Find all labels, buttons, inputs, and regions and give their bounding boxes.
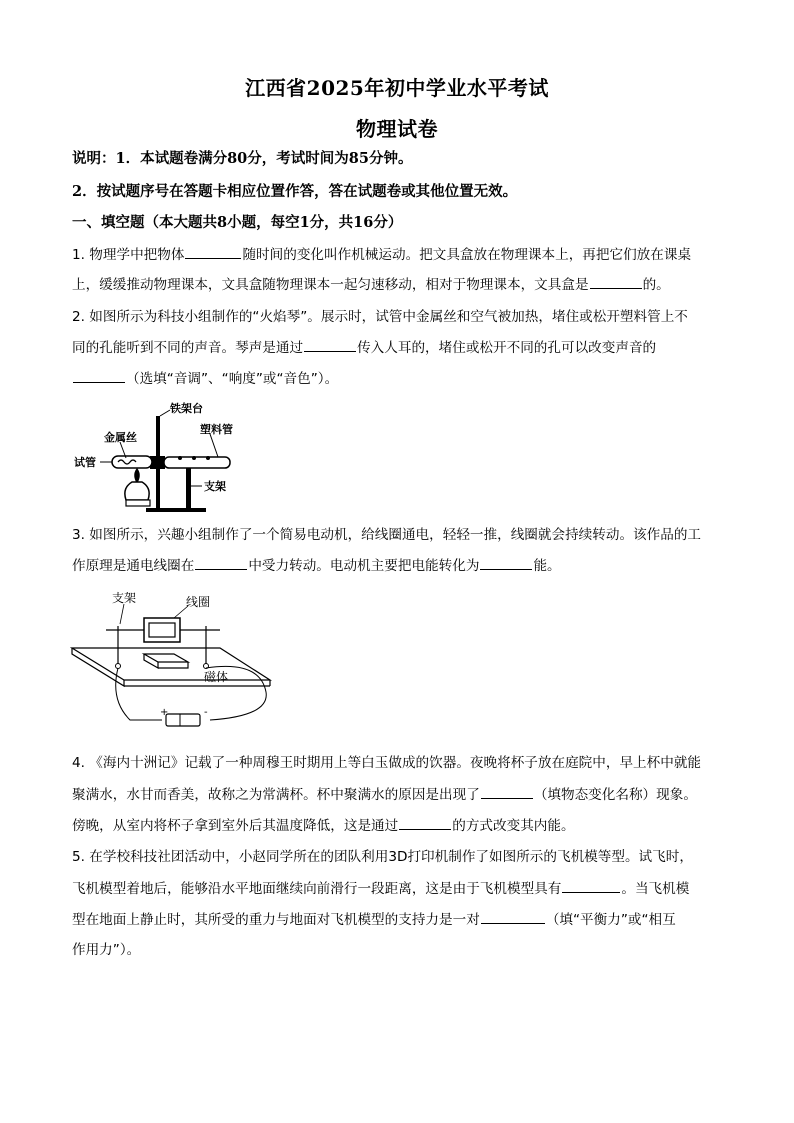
answer-blank[interactable] <box>185 244 241 259</box>
answer-blank[interactable] <box>481 784 533 799</box>
label-coil: 线圈 <box>186 595 211 609</box>
question-1-line-1: 1. 物理学中把物体 随时间的变化叫作机械运动。把文具盒放在物理课本上，再把它们放在课桌 <box>72 244 732 265</box>
question-1-line-2: 上，缓缓推动物理课本，文具盒随物理课本一起匀速移动，相对于物理课本，文具盒是 的。 <box>72 274 732 295</box>
question-2-line-3: （选填“音调”、“响度”或“音色”）。 <box>72 368 732 389</box>
question-4-line-2: 聚满水，水甘而香美，故称之为常满杯。杯中聚满水的原因是出现了 （填物态变化名称）现象。 <box>72 784 732 805</box>
board <box>72 648 270 680</box>
battery <box>166 714 200 726</box>
label-magnet: 磁体 <box>204 670 229 684</box>
battery-minus: - <box>204 707 208 718</box>
question-3-line-1: 3. 如图所示，兴趣小组制作了一个简易电动机，给线圈通电，轻轻一推，线圈就会持续转动。该作品的工 <box>72 527 702 543</box>
note-1: 说明：1．本试题卷满分80分，考试时间为85分钟。 <box>72 150 413 167</box>
label-plastic-pipe: 塑料管 <box>200 423 233 436</box>
label-support: 支架 <box>204 480 226 493</box>
section-heading: 一、填空题（本大题共8小题，每空1分，共16分） <box>72 214 403 231</box>
question-2-line-2: 同的孔能听到不同的声音。琴声是通过 传入人耳的，堵住或松开不同的孔可以改变声音的 <box>72 337 732 358</box>
alcohol-lamp <box>125 482 149 500</box>
exam-subtitle: 物理试卷 <box>356 117 438 141</box>
answer-blank[interactable] <box>399 815 451 830</box>
question-5-line-1: 5. 在学校科技社团活动中，小赵同学所在的团队利用3D打印机制作了如图所示的飞机模等型。试飞时， <box>72 849 693 865</box>
note-2: 2．按试题序号在答题卡相应位置作答，答在试题卷或其他位置无效。 <box>72 183 518 200</box>
question-5-line-4: 作用力”）。 <box>72 942 141 958</box>
answer-blank[interactable] <box>562 878 620 893</box>
label-test-tube: 试管 <box>74 456 96 469</box>
answer-blank[interactable] <box>590 274 642 289</box>
base <box>146 508 206 512</box>
plastic-pipe <box>164 457 230 468</box>
answer-blank[interactable] <box>480 555 532 570</box>
support <box>186 468 191 510</box>
label-iron-stand: 铁架台 <box>170 402 203 415</box>
simple-motor-figure <box>70 588 280 730</box>
answer-blank[interactable] <box>481 909 545 924</box>
answer-blank[interactable] <box>304 337 356 352</box>
flame <box>134 468 140 482</box>
label-support: 支架 <box>112 591 137 605</box>
question-5-line-2: 飞机模型着地后，能够沿水平地面继续向前滑行一段距离，这是由于飞机模型具有 。当飞机模 <box>72 878 732 899</box>
question-3-line-2: 作原理是通电线圈在 中受力转动。电动机主要把电能转化为 能。 <box>72 555 732 576</box>
answer-blank[interactable] <box>73 368 125 383</box>
question-5-line-3: 型在地面上静止时，其所受的重力与地面对飞机模型的支持力是一对 （填“平衡力”或“相互 <box>72 909 732 930</box>
flame-organ-figure <box>70 398 240 516</box>
question-4-line-1: 4. 《海内十洲记》记载了一种周穆王时期用上等白玉做成的饮器。夜晚将杯子放在庭院中，早上杯中就能 <box>72 755 702 771</box>
question-4-line-3: 傍晚，从室内将杯子拿到室外后其温度降低，这是通过 的方式改变其内能。 <box>72 815 732 836</box>
answer-blank[interactable] <box>195 555 247 570</box>
exam-title: 江西省2025年初中学业水平考试 <box>245 76 549 100</box>
battery-plus: + <box>160 707 169 718</box>
label-metal-wire: 金属丝 <box>104 431 137 444</box>
question-2-line-1: 2. 如图所示为科技小组制作的“火焰琴”。展示时，试管中金属丝和空气被加热，堵住或松开塑料管上不 <box>72 309 688 325</box>
